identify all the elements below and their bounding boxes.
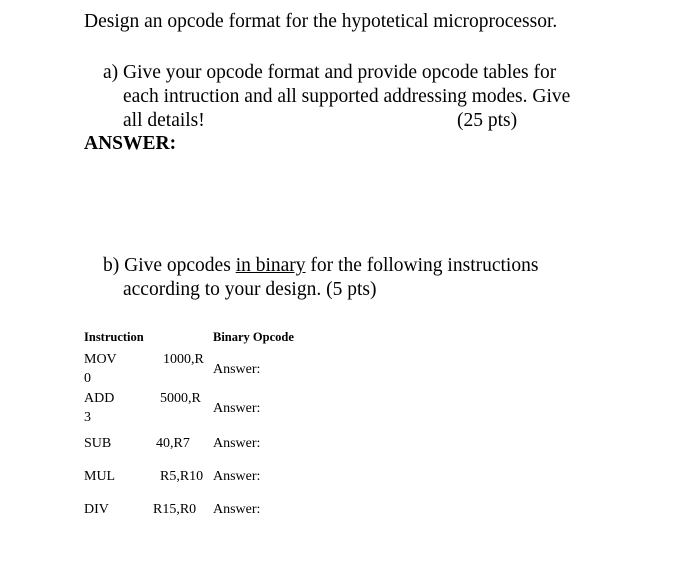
part-a-points: (25 pts): [457, 110, 518, 131]
row-add-mnemonic: ADD: [84, 391, 115, 406]
row-add-answer: Answer:: [213, 401, 261, 416]
row-div-operands: R15,R0: [153, 502, 197, 517]
part-b-line-1: [103, 254, 538, 278]
intro-text: Design an opcode format for the hypotetical microprocessor.: [84, 11, 558, 32]
row-mov-operands: 1000,R: [163, 352, 204, 367]
row-mul-operands: R5,R10: [160, 469, 204, 484]
row-sub-mnemonic: SUB: [84, 436, 112, 451]
header-instruction: Instruction: [84, 330, 144, 344]
row-mov-answer: Answer:: [213, 362, 261, 377]
row-div-mnemonic: DIV: [84, 502, 109, 517]
row-sub-operands: 40,R7: [156, 436, 190, 451]
answer-label: ANSWER:: [84, 133, 177, 154]
part-a-line-2: each intruction and all supported addressing modes. Give: [123, 86, 571, 107]
row-mul-answer: Answer:: [213, 469, 261, 484]
part-b-line-1-start: b) Give opcodes: [103, 255, 236, 276]
row-sub-answer: Answer:: [213, 436, 261, 451]
part-a-line-3: all details!: [123, 110, 205, 131]
part-a-line-1: a) Give your opcode format and provide opcode tables for: [103, 62, 557, 83]
part-b-underlined-text: in binary: [235, 255, 306, 276]
part-b-line-1-end: for the following instructions: [305, 255, 539, 276]
row-mul-mnemonic: MUL: [84, 469, 116, 484]
row-add-mnemonic-wrap: 3: [84, 410, 91, 425]
row-div-answer: Answer:: [213, 502, 261, 517]
row-mov-mnemonic: MOV: [84, 352, 117, 367]
row-mov-mnemonic-wrap: 0: [84, 371, 91, 386]
header-binary-opcode: Binary Opcode: [213, 330, 294, 344]
part-b-line-2: according to your design. (5 pts): [123, 279, 377, 300]
row-add-operands: 5000,R: [160, 391, 201, 406]
